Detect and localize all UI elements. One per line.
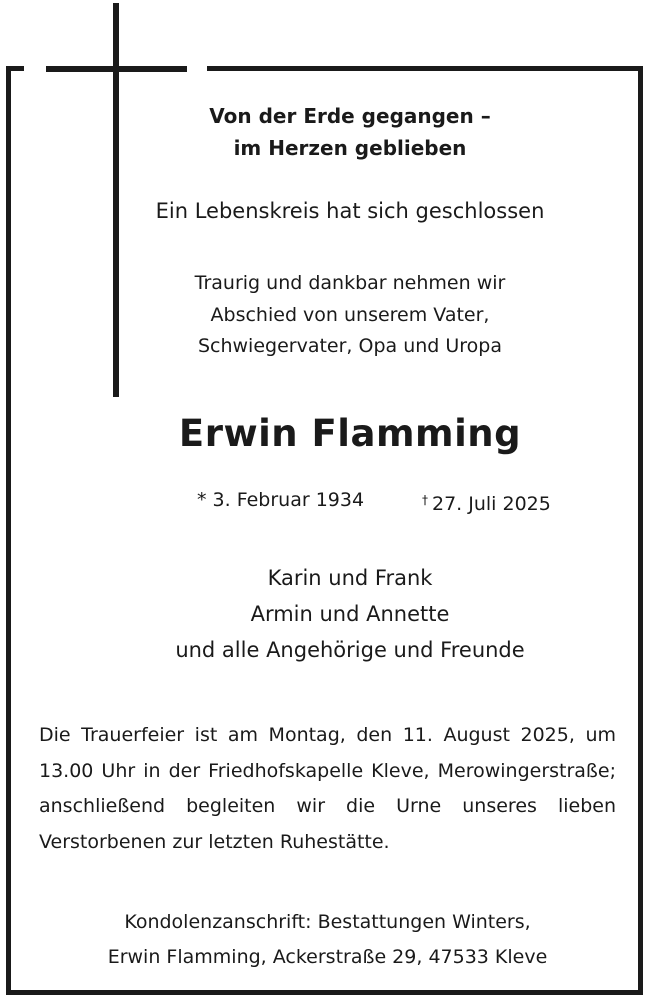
frame-top-right-segment [207,66,643,71]
death-date: 27. Juli 2025 [432,493,551,515]
frame-right-border [638,66,643,995]
condolence-address [36,905,619,975]
intro-line-1: Traurig und dankbar nehmen wir [194,272,506,294]
mourners-list [60,560,640,668]
birth-symbol: * [197,489,207,511]
motto-line-2: im Herzen geblieben [233,136,467,160]
motto-line-1: Von der Erde gegangen – [209,104,491,128]
mourners-line-3: und alle Angehörige und Freunde [175,638,525,662]
condolence-line-1: Kondolenzanschrift: Bestattungen Winters, [124,911,531,933]
intro-line-3: Schwiegervater, Opa und Uropa [197,335,503,357]
death-date-line [422,486,551,518]
condolence-line-2: Erwin Flamming, Ackerstraße 29, 47533 Kleve [107,946,548,968]
mourners-line-1: Karin und Frank [267,566,433,590]
dagger-icon: † [422,493,428,507]
cross-icon-horizontal-beam [46,66,187,72]
intro-line-2: Abschied von unserem Vater, [210,303,490,326]
frame-bottom-border [6,990,643,995]
motto [70,100,630,164]
mourners-line-2: Armin und Annette [250,602,450,626]
ceremony-paragraph: Die Trauerfeier ist am Montag, den 11. August 2025, um 13.00 Uhr in der Friedhofskapelle Kleve, Merowingerstraße; anschließend begleiten wir die Urne unseres lieben Verstorbenen zur letzten Ruhestätte. [39,724,616,853]
birth-date-line [197,486,364,514]
lebenskreis-line: Ein Lebenskreis hat sich geschlossen [155,199,545,223]
intro-text [70,268,630,363]
deceased-name: Erwin Flamming [178,412,522,455]
birth-date: 3. Februar 1934 [212,489,365,511]
frame-left-border [6,66,11,995]
